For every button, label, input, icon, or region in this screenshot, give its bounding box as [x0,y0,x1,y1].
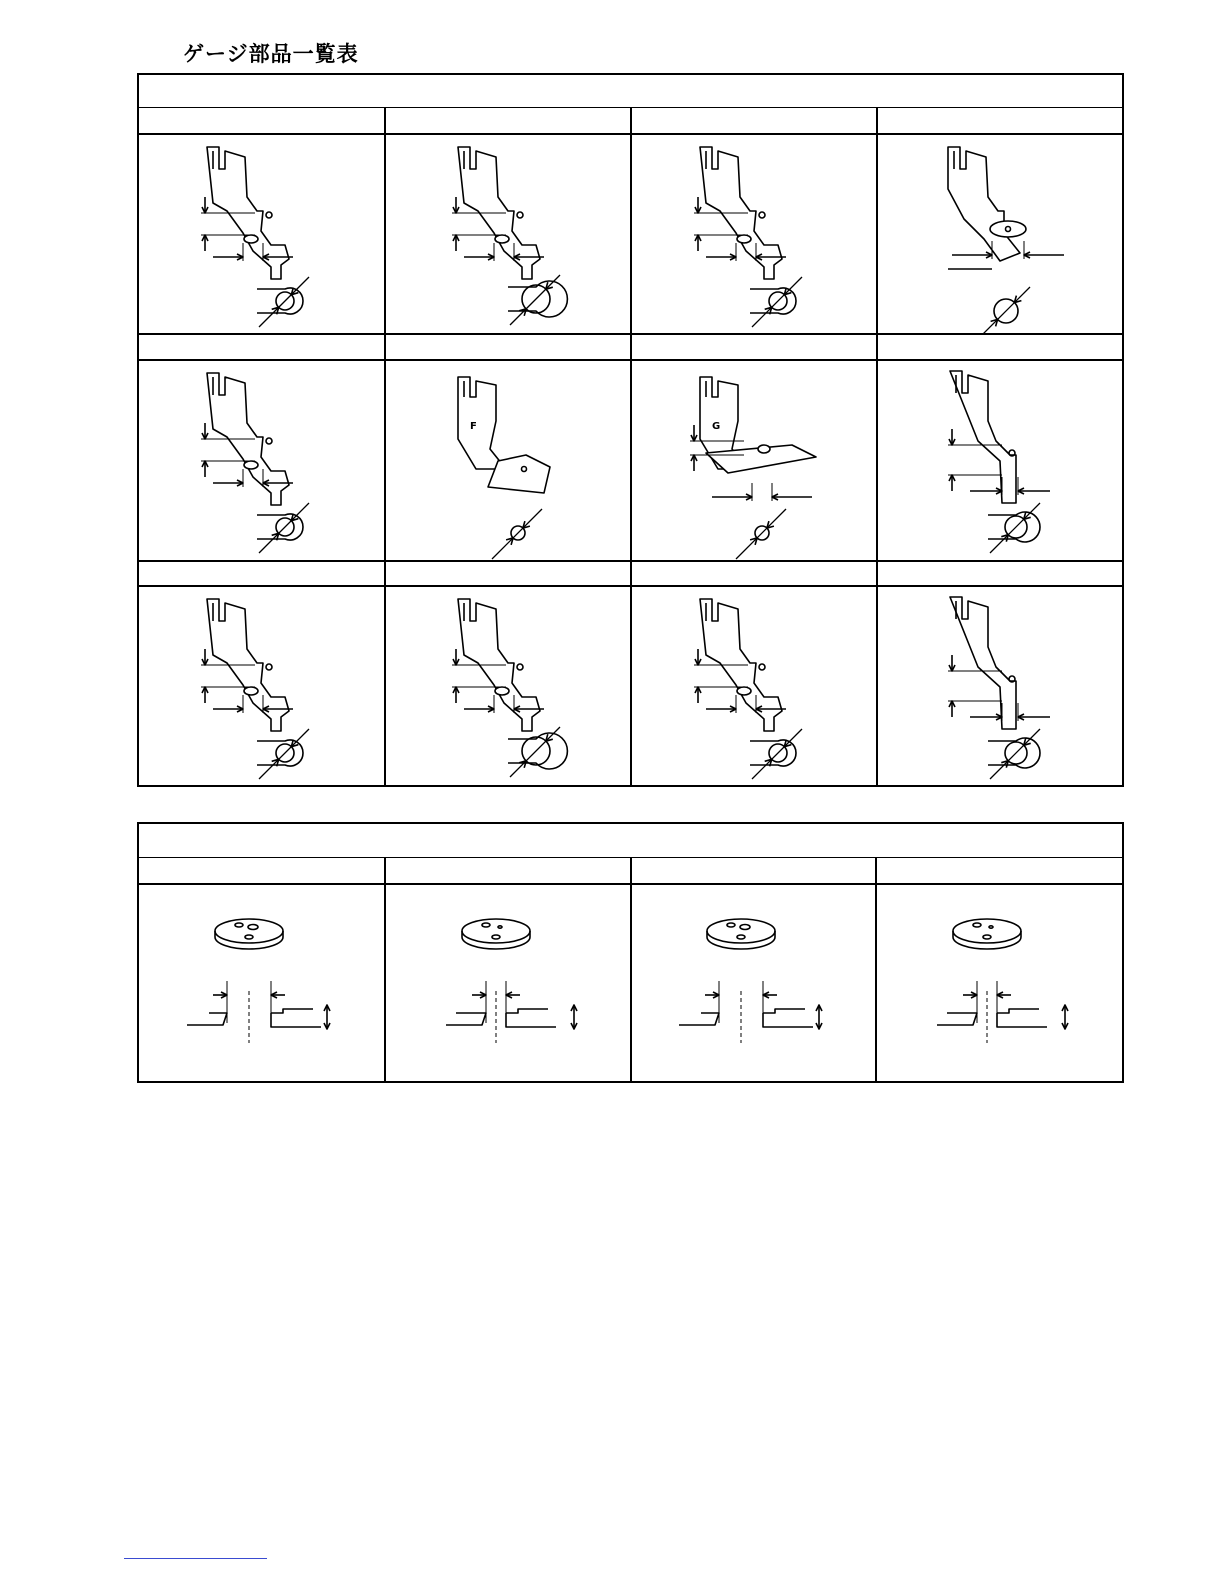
foot-a-icon [139,135,384,333]
foot-k-icon [632,587,876,785]
foot-b-icon [386,135,630,333]
foot-f-icon [386,361,630,560]
foot-l-icon [878,587,1122,785]
presser-foot-table [137,73,1124,787]
foot-d-icon [878,135,1122,333]
needle-plate-1-icon [139,885,384,1081]
needle-plate-table-header [139,824,1122,858]
svg-text:G: G [712,421,721,432]
page-title: ゲージ部品一覧表 [183,42,359,66]
svg-text:F: F [470,421,477,432]
footer-link-underline[interactable] [124,1558,267,1559]
needle-plate-2-icon [386,885,630,1081]
needle-plate-3-icon [632,885,875,1081]
needle-plate-4-icon [877,885,1122,1081]
presser-foot-table-header [139,75,1122,108]
foot-c-icon [632,135,876,333]
foot-g-icon [632,361,876,560]
needle-plate-table [137,822,1124,1083]
foot-e-icon [139,361,384,560]
foot-j-icon [386,587,630,785]
foot-i-icon [139,587,384,785]
foot-h-icon [878,361,1122,560]
